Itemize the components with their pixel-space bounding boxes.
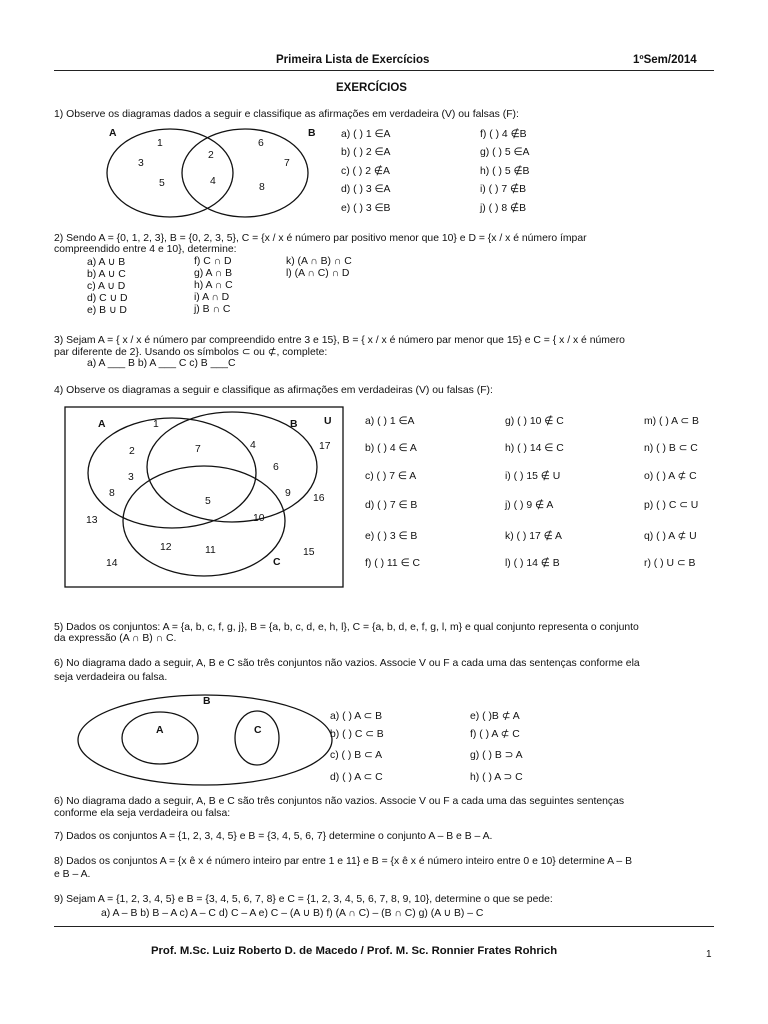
question-8-text-cont: e B – A.	[54, 869, 91, 880]
venn-number: 7	[195, 444, 201, 455]
q4-item: o) ( ) A ⊄ C	[644, 471, 697, 482]
footer-authors: Prof. M.Sc. Luiz Roberto D. de Macedo / Prof. M. Sc. Ronnier Frates Rohrich	[151, 945, 558, 957]
question-3-text: 3) Sejam A = { x / x é número par compreendido entre 3 e 15}, B = { x / x é número par menor que 15} e C = { x / x é número	[54, 335, 625, 346]
q6-item: d) ( ) A ⊂ C	[330, 772, 383, 783]
footer-divider	[54, 926, 714, 927]
q2-item: j) B ∩ C	[194, 304, 231, 315]
page-number: 1	[706, 949, 712, 960]
venn-number: 1	[157, 138, 163, 149]
q4-item: c) ( ) 7 ∈ A	[365, 471, 417, 482]
q1-item-h: h) ( ) 5 ∉B	[480, 166, 530, 177]
q4-item: p) ( ) C ⊂ U	[644, 500, 699, 511]
venn-number: 9	[285, 488, 291, 499]
q4-item: g) ( ) 10 ∉ C	[505, 416, 564, 427]
q1-item-a: a) ( ) 1 ∈A	[341, 129, 391, 140]
venn-number: 14	[106, 558, 118, 569]
venn-number: 6	[258, 138, 264, 149]
q4-item: b) ( ) 4 ∈ A	[365, 443, 417, 454]
q4-item: a) ( ) 1 ∈A	[365, 416, 415, 427]
question-3-items: a) A ___ B b) A ___ C c) B ___C	[87, 358, 236, 369]
q6-item: g) ( ) B ⊃ A	[470, 750, 523, 761]
venn-number: 1	[153, 419, 159, 430]
q4-item: q) ( ) A ⊄ U	[644, 531, 697, 542]
q4-item: r) ( ) U ⊂ B	[644, 558, 696, 569]
venn-number: 2	[129, 446, 135, 457]
venn-number: 11	[205, 545, 216, 556]
venn-number: 4	[250, 440, 256, 451]
venn-number: 12	[160, 542, 172, 553]
question-7-text: 7) Dados os conjuntos A = {1, 2, 3, 4, 5} e B = {3, 4, 5, 6, 7} determine o conjunto A – B e B – A.	[54, 831, 493, 842]
venn-number: 3	[138, 158, 144, 169]
q6-item: a) ( ) A ⊂ B	[330, 711, 383, 722]
q4-item: j) ( ) 9 ∉ A	[505, 500, 554, 511]
q2-item: k) (A ∩ B) ∩ C	[286, 256, 352, 267]
question-9-text: 9) Sejam A = {1, 2, 3, 4, 5} e B = {3, 4, 5, 6, 7, 8} e C = {1, 2, 3, 4, 5, 6, 7, 8, 9, 10}, determine o que se pede:	[54, 894, 553, 905]
question-2-text: 2) Sendo A = {0, 1, 2, 3}, B = {0, 2, 3, 5}, C = {x / x é número par positivo menor que 10} e D = {x / x é número ímpar	[54, 233, 587, 244]
venn-number: 3	[128, 472, 134, 483]
q2-item: g) A ∩ B	[194, 268, 233, 279]
venn-number: 17	[319, 441, 331, 452]
q4-item: n) ( ) B ⊂ C	[644, 443, 698, 454]
q6-item: f) ( ) A ⊄ C	[470, 729, 520, 740]
q6-item: e) ( )B ⊄ A	[470, 711, 520, 722]
q1-item-e: e) ( ) 3 ∈B	[341, 203, 391, 214]
q2-item: e) B ∪ D	[87, 305, 127, 316]
q1-item-f: f) ( ) 4 ∉B	[480, 129, 527, 140]
q4-item: d) ( ) 7 ∈ B	[365, 500, 418, 511]
question-9-items: a) A – B b) B – A c) A – C d) C – A e) C – (A ∪ B) f) (A ∩ C) – (B ∩ C) g) (A ∪ B) – C	[101, 908, 484, 919]
set-c-label: C	[254, 725, 262, 736]
q4-item: h) ( ) 14 ∈ C	[505, 443, 564, 454]
venn-number: 7	[284, 158, 290, 169]
set-a-label: A	[109, 128, 117, 139]
q1-item-d: d) ( ) 3 ∈A	[341, 184, 391, 195]
q4-item: e) ( ) 3 ∈ B	[365, 531, 418, 542]
venn-number: 8	[259, 182, 265, 193]
question-4-text: 4) Observe os diagramas a seguir e classifique as afirmações em verdadeiras (V) ou falsas (F):	[54, 385, 493, 396]
q4-item: f) ( ) 11 ∈ C	[365, 558, 421, 569]
q1-item-c: c) ( ) 2 ∉A	[341, 166, 390, 177]
q2-item: h) A ∩ C	[194, 280, 233, 291]
question-6b-text: 6) No diagrama dado a seguir, A, B e C são três conjuntos não vazios. Associe V ou F a cada uma das seguintes sentenças	[54, 796, 625, 807]
q1-item-j: j) ( ) 8 ∉B	[480, 203, 526, 214]
venn-number: 13	[86, 515, 98, 526]
venn-number: 2	[208, 150, 214, 161]
q6-item: b) ( ) C ⊂ B	[330, 729, 384, 740]
question-2-text-cont: compreendido entre 4 e 10}, determine:	[54, 244, 237, 255]
q4-item: m) ( ) A ⊂ B	[644, 416, 699, 427]
question-1-text: 1) Observe os diagramas dados a seguir e classifique as afirmações em verdadeira (V) ou falsas (F):	[54, 109, 519, 120]
q1-item-i: i) ( ) 7 ∉B	[480, 184, 526, 195]
set-a-label: A	[156, 725, 164, 736]
section-title: EXERCÍCIOS	[336, 82, 407, 94]
q2-item: a) A ∪ B	[87, 257, 126, 268]
question-5-text-cont: da expressão (A ∩ B) ∩ C.	[54, 633, 177, 644]
set-b-label: B	[290, 419, 298, 430]
venn-number: 5	[205, 496, 211, 507]
venn-number: 8	[109, 488, 115, 499]
set-b-label: B	[203, 696, 211, 707]
venn-number: 10	[253, 513, 265, 524]
venn-number: 6	[273, 462, 279, 473]
venn-number: 4	[210, 176, 216, 187]
q2-item: c) A ∪ D	[87, 281, 126, 292]
question-3-text-cont: par diferente de 2}. Usando os símbolos ⊂ ou ⊄, complete:	[54, 347, 328, 358]
q2-item: f) C ∩ D	[194, 256, 232, 267]
venn-number: 15	[303, 547, 315, 558]
question-6b-text-cont: conforme ela seja verdadeira ou falsa:	[54, 808, 231, 819]
q1-item-g: g) ( ) 5 ∈A	[480, 147, 530, 158]
q4-item: l) ( ) 14 ∉ B	[505, 558, 560, 569]
set-a-label: A	[98, 419, 106, 430]
question-8-text: 8) Dados os conjuntos A = {x ê x é número inteiro par entre 1 e 11} e B = {x ê x é número inteiro entre 0 e 10} determine A – B	[54, 856, 633, 867]
question-6-text-cont: seja verdadeira ou falsa.	[54, 672, 168, 683]
q6-item: c) ( ) B ⊂ A	[330, 750, 383, 761]
semester-label: 1ºSem/2014	[633, 54, 697, 66]
question-5-text: 5) Dados os conjuntos: A = {a, b, c, f, g, j}, B = {a, b, c, d, e, h, l}, C = {a, b, d, e, f, g, l, m} e qual conjunto representa o conjunto	[54, 622, 639, 633]
q2-item: l) (A ∩ C) ∩ D	[286, 268, 350, 279]
venn-number: 5	[159, 178, 165, 189]
universe-label: U	[324, 416, 332, 427]
q4-item: k) ( ) 17 ∉ A	[505, 531, 562, 542]
q2-item: d) C ∪ D	[87, 293, 128, 304]
q4-item: i) ( ) 15 ∉ U	[505, 471, 561, 482]
q1-item-b: b) ( ) 2 ∈A	[341, 147, 391, 158]
question-6-text: 6) No diagrama dado a seguir, A, B e C são três conjuntos não vazios. Associe V ou F a cada uma das sentenças conforme ela	[54, 658, 640, 669]
venn-number: 16	[313, 493, 325, 504]
set-c-label: C	[273, 557, 281, 568]
set-b-label: B	[308, 128, 316, 139]
q2-item: i) A ∩ D	[194, 292, 230, 303]
q6-item: h) ( ) A ⊃ C	[470, 772, 523, 783]
q2-item: b) A ∪ C	[87, 269, 126, 280]
document-title: Primeira Lista de Exercícios	[276, 54, 430, 66]
